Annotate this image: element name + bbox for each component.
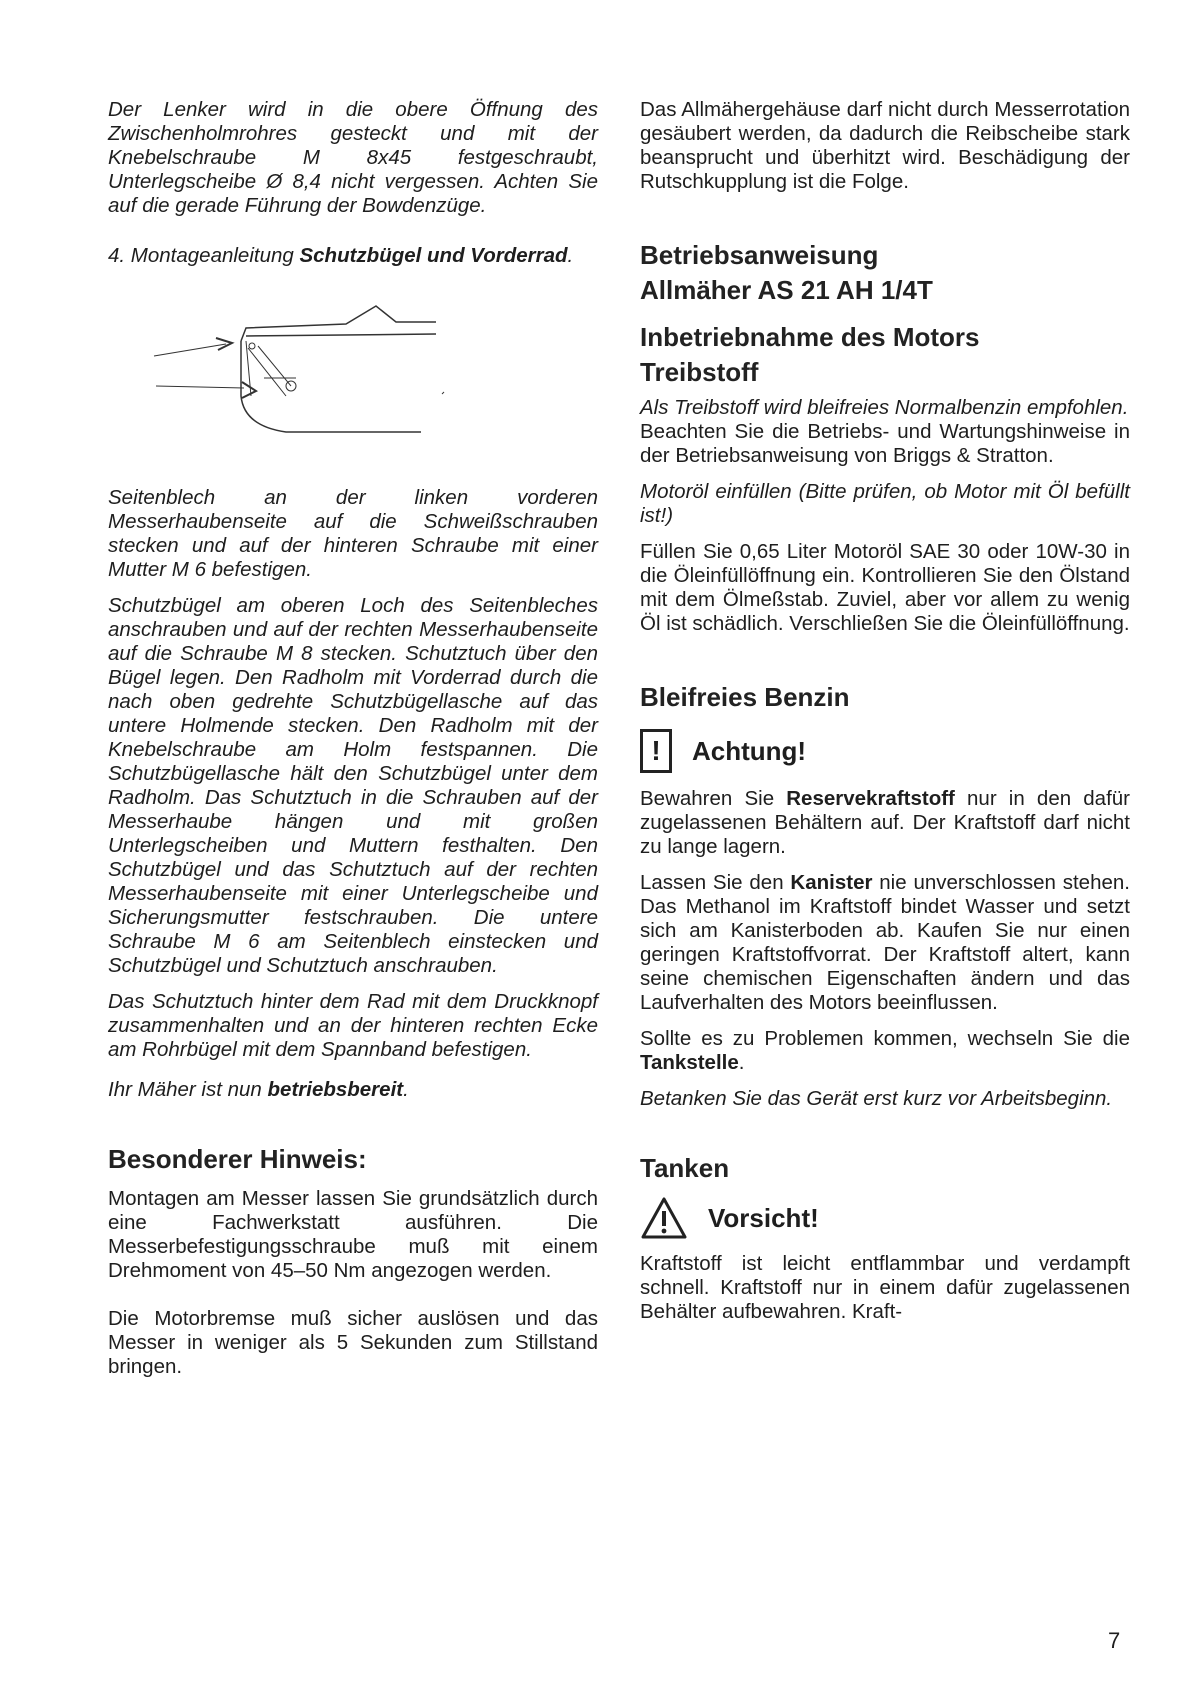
achtung-label: Achtung!: [692, 735, 807, 766]
diagram-mark: [442, 392, 444, 394]
assembly-diagram: [146, 286, 446, 446]
text: .: [567, 244, 574, 267]
paragraph-treibstoff: Als Treibstoff wird bleifreies Normalbenzin empfohlen.: [640, 396, 1129, 419]
paragraph-montagen-messer: Montagen am Messer lassen Sie grundsätzlich durch eine Fachwerkstatt ausführen. Die Messerbefestigungsschraube muß mit einem Drehmoment von 45–50 Nm angezogen werden.: [108, 1187, 598, 1282]
paragraph-schutzbuegel: Schutzbügel am oberen Loch des Seitenbleches anschrauben und auf der rechten Messerhaubenseite auf die Schraube M 8 stecken. Schutztuch über den Bügel legen. Den Radholm mit Vorderrad durch die nach oben gedrehte Schutzbügellasche auf das untere Holmende stecken. Den Radholm mit der Knebelschraube am Holm festspannen. Die Schutzbügellasche hält den Schutzbügel unter dem Radholm. Das Schutztuch in die Schrauben auf der Messerhaube hängen und mit großen Unterlegscheiben und Muttern festhalten. Den Schutzbügel und das Schutztuch auf der rechten Messerhaubenseite mit einer Unterlegscheibe und Sicherungsmutter festschrauben. Die untere Schraube M 6 am Seitenblech einstecken und Schutzbügel und Schutztuch anschrauben.: [108, 594, 598, 977]
paragraph-tankstelle: [640, 1027, 1130, 1075]
paragraph-allmaehergehaeuse: Das Allmähergehäuse darf nicht durch Messerrotation gesäubert werden, da dadurch die Reibscheibe stark beansprucht und überhitzt wird. Beschädigung der Rutschkupplung ist die Folge.: [640, 98, 1130, 193]
diagram-frame-curve: [241, 341, 421, 432]
paragraph-betanken: Betanken Sie das Gerät erst kurz vor Arbeitsbeginn.: [640, 1087, 1113, 1110]
paragraph-reservekraftstoff: [640, 787, 1130, 859]
diagram-arrow-lower: [156, 386, 244, 388]
heading-besonderer-hinweis: Besonderer Hinweis:: [108, 1144, 367, 1174]
heading-betriebsanweisung: Betriebsanweisung: [640, 240, 879, 270]
diagram-hole: [249, 343, 255, 349]
bold-text: betriebsbereit: [267, 1078, 404, 1101]
paragraph-lenker: Der Lenker wird in die obere Öffnung des Zwischenholmrohres gesteckt und mit der Knebelschraube M 8x45 festgeschraubt, Unterlegscheibe Ø 8,4 nicht vergessen. Achten Sie auf die gerade Führung der Bowdenzüge.: [108, 98, 598, 217]
left-column: [108, 98, 598, 1379]
paragraph-briggs: Beachten Sie die Betriebs- und Wartungshinweise in der Betriebsanweisung von Briggs & Stratton.: [640, 420, 1130, 467]
bold-text: Tankstelle: [640, 1051, 739, 1074]
text: Lassen Sie den: [640, 871, 791, 894]
vorsicht-label: Vorsicht!: [708, 1202, 819, 1233]
heading-inbetriebnahme: Inbetriebnahme des Motors: [640, 322, 980, 352]
paragraph-kraftstoff-entflammbar: Kraftstoff ist leicht entflammbar und verdampft schnell. Kraftstoff nur in einem dafür zugelassenen Behälter aufbewahren. Kraft-: [640, 1252, 1130, 1323]
paragraph-seitenblech: Seitenblech an der linken vorderen Messerhaubenseite auf die Schweißschrauben stecken und auf der hinteren Schraube mit einer Mutter M 6 befestigen.: [108, 486, 598, 581]
diagram-frame-top-edge: [246, 334, 436, 336]
diagram-screw-lines: [248, 346, 296, 396]
heading-bleifreies-benzin: Bleifreies Benzin: [640, 682, 850, 712]
text: 4. Montageanleitung: [108, 244, 300, 267]
page-number: 7: [1108, 1628, 1121, 1653]
heading-model: Allmäher AS 21 AH 1/4T: [640, 275, 933, 305]
achtung-warning: [640, 729, 1130, 773]
paragraph-motoroel: Motoröl einfüllen (Bitte prüfen, ob Motor mit Öl befüllt ist!): [640, 480, 1130, 527]
paragraph-schutztuch: Das Schutztuch hinter dem Rad mit dem Druckknopf zusammenhalten und an der hinteren rechten Ecke am Rohrbügel mit dem Spannband befestigen.: [108, 990, 598, 1061]
paragraph-kanister: [640, 871, 1130, 1015]
paragraph-oelfuellung: Füllen Sie 0,65 Liter Motoröl SAE 30 oder 10W-30 in die Öleinfüllöffnung ein. Kontrollieren Sie den Ölstand mit dem Ölmeßstab. Zuviel, aber vor allem zu wenig Öl ist schädlich. Verschließen Sie die Öleinfüllöffnung.: [640, 540, 1130, 635]
heading-tanken: Tanken: [640, 1153, 730, 1183]
heading-treibstoff: Treibstoff: [640, 357, 759, 387]
paragraph-betriebsbereit: [108, 1078, 598, 1102]
text: Sollte es zu Problemen kommen, wechseln Sie die: [640, 1027, 1130, 1050]
warning-triangle-icon: [640, 1196, 688, 1240]
paragraph-motorbremse: Die Motorbremse muß sicher auslösen und das Messer in weniger als 5 Sekunden zum Stillstand bringen.: [108, 1307, 598, 1378]
text: nie unverschlossen stehen. Das Methanol im Kraftstoff bindet Wasser und setzt sich am Kanisterboden ab. Kaufen Sie nur einen geringen Kraftstoffvorrat. Der Kraftstoff altert, kann seine chemischen Eigenschaften ändern und das Laufverhalten des Motors beeinflussen.: [640, 871, 1130, 1014]
text: Bewahren Sie: [640, 787, 787, 810]
bold-text: Schutzbügel und Vorderrad: [299, 244, 568, 267]
right-column: [640, 98, 1130, 1324]
text: Ihr Mäher ist nun: [108, 1078, 268, 1101]
exclamation-box-icon: !: [640, 729, 672, 773]
heading-montageanleitung: [108, 244, 598, 268]
vorsicht-warning: [640, 1196, 1130, 1240]
diagram-arrow-upper: [154, 344, 226, 356]
bold-text: Reservekraftstoff: [786, 787, 955, 810]
text: nur in den dafür zugelassenen Behältern auf. Der Kraftstoff darf nicht zu lange lagern.: [640, 787, 1130, 858]
diagram-arrowhead-lower: [242, 382, 256, 398]
bold-text: Kanister: [790, 871, 873, 894]
text: .: [403, 1078, 409, 1101]
text: .: [738, 1051, 745, 1074]
